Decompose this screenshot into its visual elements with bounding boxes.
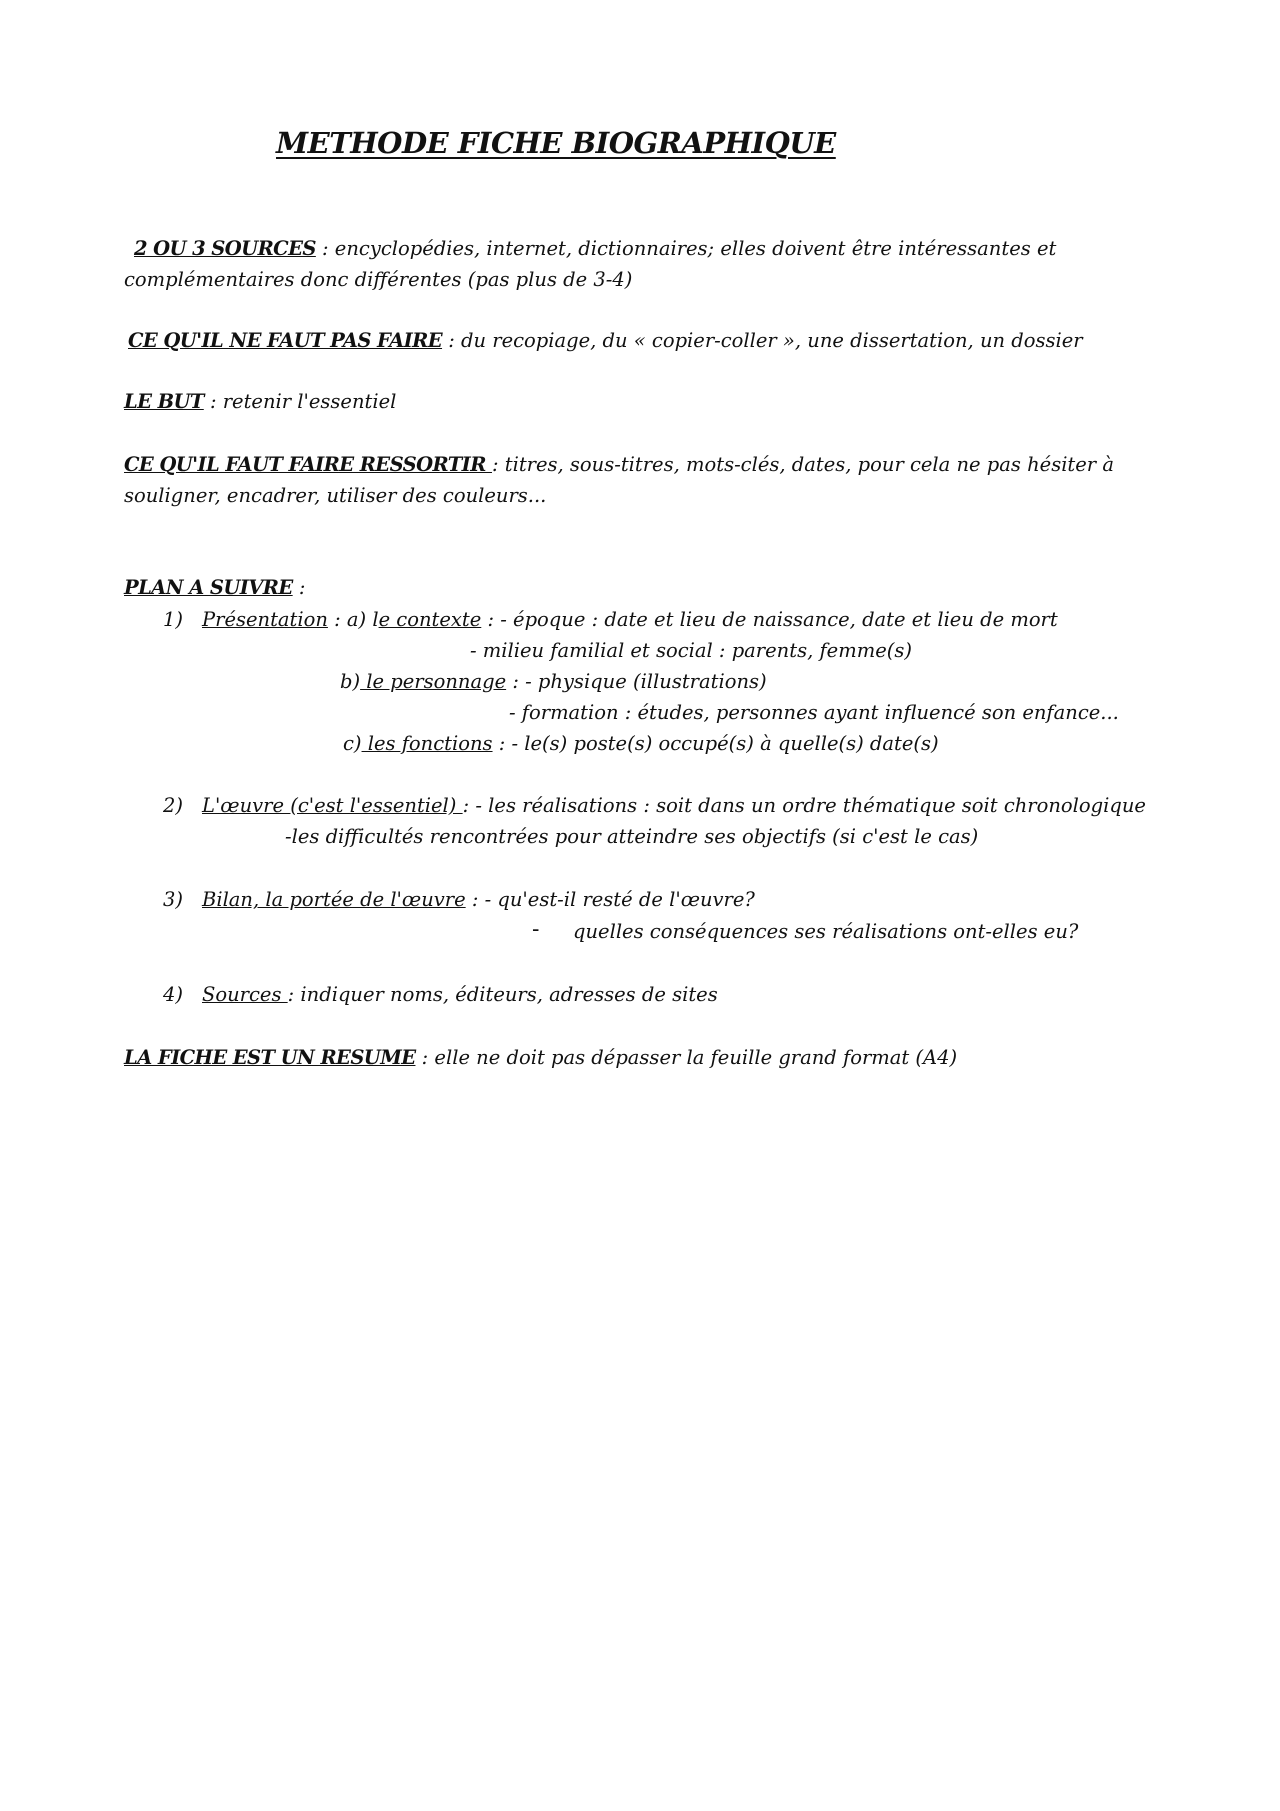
plan-item-3-label: Bilan, la portée de l'œuvre <box>202 888 466 911</box>
plan-item-1-sub-c-label: les fonctions <box>361 732 493 755</box>
sources-paragraph <box>124 233 1164 295</box>
plan-item-3-line <box>202 884 755 915</box>
page-title: METHODE FICHE BIOGRAPHIQUE <box>276 126 836 160</box>
plan-item-1-number: 1) <box>163 608 184 631</box>
plan-item-2-number: 2) <box>163 794 184 817</box>
plan-item-1-sub-b-text: : - physique (illustrations) <box>506 670 767 693</box>
plan-heading: PLAN A SUIVRE <box>124 576 293 599</box>
plan-item-3-text: : - qu'est-il resté de l'œuvre? <box>465 888 755 911</box>
highlight-heading: CE QU'IL FAUT FAIRE RESSORTIR <box>124 453 492 476</box>
plan-item-1-sub-a-text: : - époque : date et lieu de naissance, date et lieu de mort <box>481 608 1058 631</box>
plan-item-2-line <box>202 790 1146 821</box>
plan-item-4-line <box>202 979 718 1010</box>
plan-item-3-number: 3) <box>163 888 184 911</box>
plan-item-4-text: : indiquer noms, éditeurs, adresses de sites <box>287 983 718 1006</box>
plan-item-2-text: : - les réalisations : soit dans un ordre thématique soit chronologique <box>462 794 1146 817</box>
goal-paragraph <box>124 386 1164 417</box>
plan-item-1-sub-a-line-2: - milieu familial et social : parents, femme(s) <box>470 639 912 662</box>
plan-item-1-sub-b-label: le personnage <box>360 670 507 693</box>
not-to-do-text: : du recopiage, du « copier-coller », une dissertation, un dossier <box>442 329 1083 352</box>
plan-item-1-prefix: : a) l <box>327 608 379 631</box>
summary-text: : elle ne doit pas dépasser la feuille grand format (A4) <box>415 1046 958 1069</box>
plan-item-1-line <box>202 604 1058 635</box>
plan-item-1-sub-b-prefix: b) <box>340 670 361 693</box>
plan-item-2-label: L'œuvre (c'est l'essentiel) <box>202 794 463 817</box>
plan-item-1-sub-c-prefix: c) <box>343 732 362 755</box>
plan-item-1-sub-b-line-2: - formation : études, personnes ayant influencé son enfance... <box>509 701 1119 724</box>
goal-heading: LE BUT <box>124 390 204 413</box>
plan-item-1-sub-b-line <box>340 666 767 697</box>
plan-item-2-line-2: -les difficultés rencontrées pour atteindre ses objectifs (si c'est le cas) <box>285 825 979 848</box>
not-to-do-heading: CE QU'IL NE FAUT PAS FAIRE <box>128 329 443 352</box>
highlight-text: : titres, sous-titres, mots-clés, dates, pour cela ne pas hésiter à souligner, encadrer, utiliser des couleurs... <box>124 453 1114 507</box>
plan-item-4-label: Sources <box>202 983 288 1006</box>
highlight-paragraph <box>124 449 1164 511</box>
plan-item-3-line-2: quelles conséquences ses réalisations ont-elles eu? <box>573 920 1079 943</box>
plan-item-3-bullet-dash: - <box>532 917 540 942</box>
plan-item-1-sub-c-text: : - le(s) poste(s) occupé(s) à quelle(s) date(s) <box>492 732 939 755</box>
plan-heading-suffix: : <box>292 576 306 599</box>
plan-item-1-sub-a-label: e contexte <box>378 608 482 631</box>
not-to-do-paragraph <box>124 325 1164 356</box>
goal-text: : retenir l'essentiel <box>203 390 397 413</box>
sources-heading: 2 OU 3 SOURCES <box>134 237 316 260</box>
summary-heading: LA FICHE EST UN RESUME <box>124 1046 416 1069</box>
plan-heading-line <box>124 572 1164 603</box>
plan-item-1-label: Présentation <box>202 608 328 631</box>
sources-text: : encyclopédies, internet, dictionnaires; elles doivent être intéressantes et complémentaires donc différentes (pas plus de 3-4) <box>124 237 1057 291</box>
plan-item-1-sub-c-line <box>343 728 939 759</box>
summary-paragraph <box>124 1042 1164 1073</box>
plan-item-4-number: 4) <box>163 983 184 1006</box>
